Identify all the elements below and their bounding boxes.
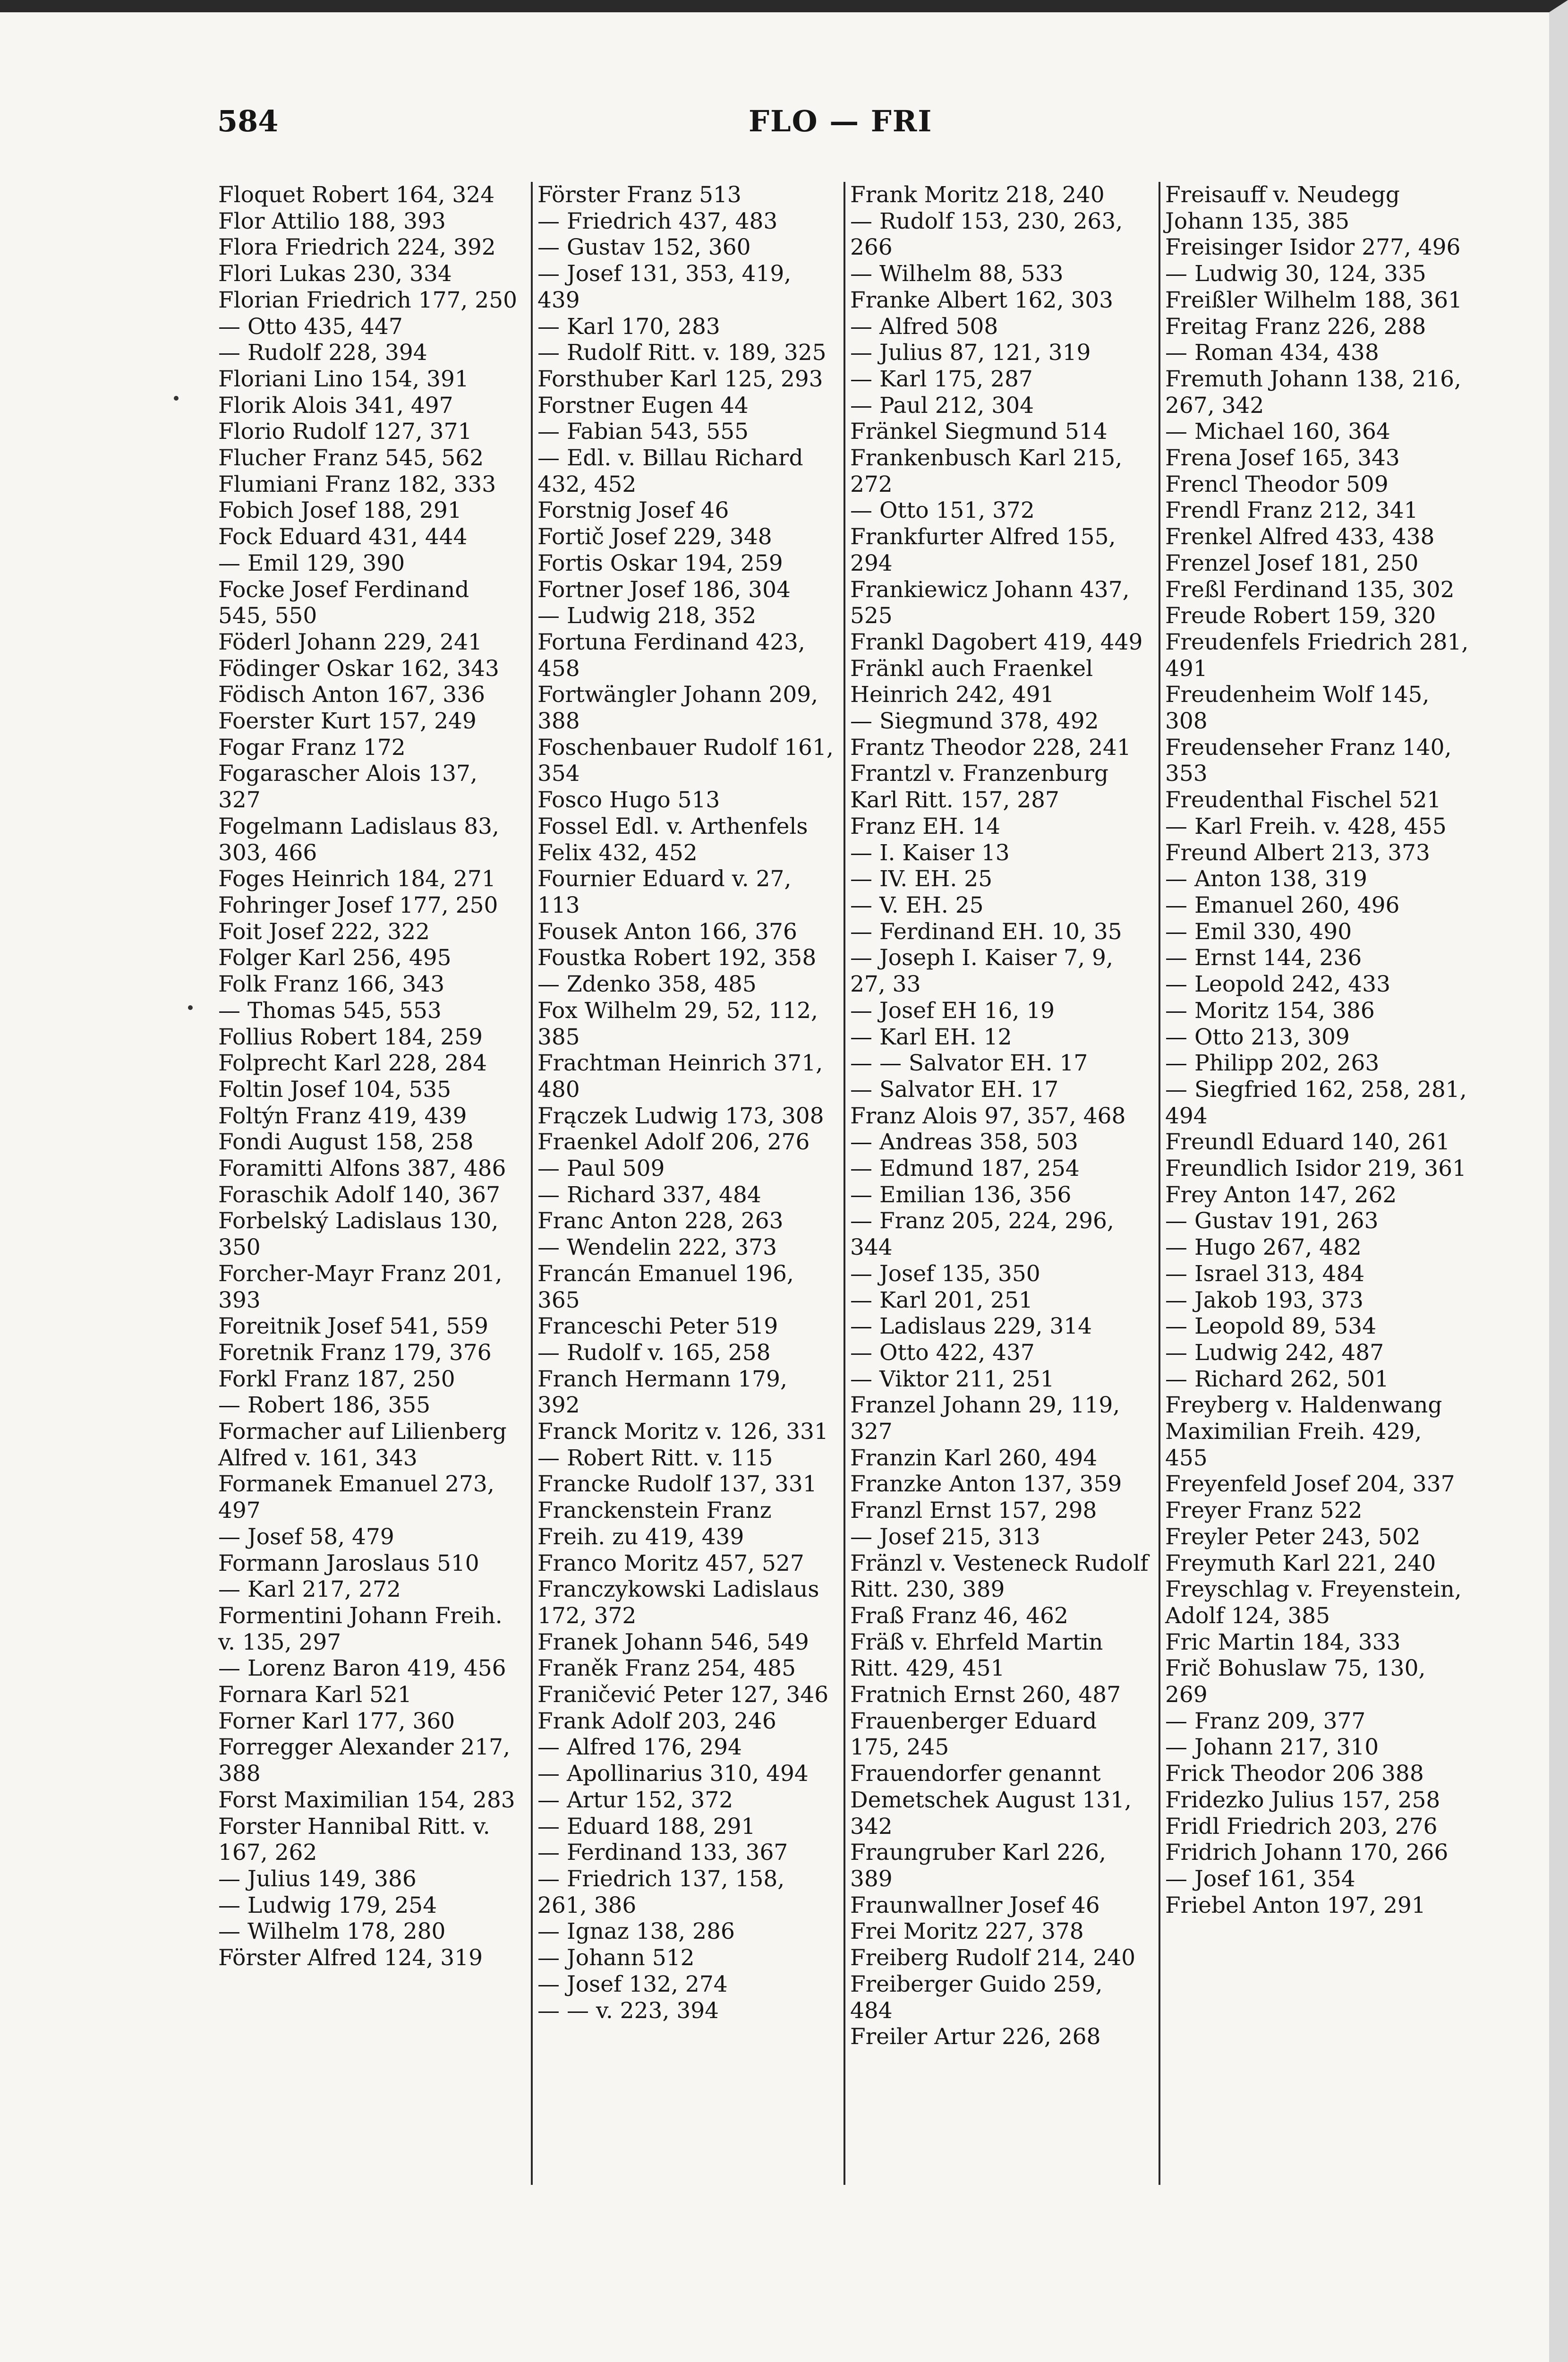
index-entry: — Gustav 152, 360 xyxy=(537,234,751,261)
index-entry: — Edmund 187, 254 xyxy=(850,1155,1080,1182)
index-entry: Franz Alois 97, 357, 468 xyxy=(850,1103,1126,1129)
margin-speck xyxy=(188,1005,193,1010)
index-entry: Frączek Ludwig 173, 308 xyxy=(537,1103,824,1129)
index-entry: — Ludwig 179, 254 xyxy=(218,1892,437,1918)
index-entry: Fortič Josef 229, 348 xyxy=(537,524,772,550)
index-entry: — Franz 209, 377 xyxy=(1165,1708,1366,1734)
index-entry: Frey Anton 147, 262 xyxy=(1165,1181,1397,1208)
index-entry: Frena Josef 165, 343 xyxy=(1165,445,1400,471)
index-entry: Fratnich Ernst 260, 487 xyxy=(850,1682,1121,1708)
index-entry: Fock Eduard 431, 444 xyxy=(218,524,468,550)
index-entry: — Ludwig 30, 124, 335 xyxy=(1165,261,1426,287)
index-entry: — Anton 138, 319 xyxy=(1165,866,1367,892)
index-entry: — Josef 215, 313 xyxy=(850,1523,1040,1550)
index-entry: Föderl Johann 229, 241 xyxy=(218,629,482,655)
index-entry: — Josef 135, 350 xyxy=(850,1260,1040,1287)
index-entry: Focke Josef Ferdinand 545, 550 xyxy=(218,576,477,629)
index-entry: Frick Theodor 206 388 xyxy=(1165,1761,1424,1787)
index-entry: — Otto 422, 437 xyxy=(850,1339,1035,1366)
index-entry: Forregger Alexander 217, 388 xyxy=(218,1734,517,1787)
index-entry: — IV. EH. 25 xyxy=(850,866,993,892)
index-entry: Freisinger Isidor 277, 496 xyxy=(1165,234,1461,261)
index-entry: Förster Franz 513 xyxy=(537,182,741,208)
index-entry: Födisch Anton 167, 336 xyxy=(218,682,486,708)
index-entry: — Emil 129, 390 xyxy=(218,550,405,576)
index-entry: — Rudolf 228, 394 xyxy=(218,340,427,366)
index-entry: Folger Karl 256, 495 xyxy=(218,945,452,971)
index-entry: Foerster Kurt 157, 249 xyxy=(218,708,477,735)
index-entry: Franceschi Peter 519 xyxy=(537,1313,778,1340)
index-entry: — Lorenz Baron 419, 456 xyxy=(218,1655,506,1682)
index-entry: — Karl 170, 283 xyxy=(537,313,720,340)
index-entry: Fraß Franz 46, 462 xyxy=(850,1602,1068,1629)
index-entry: Fogelmann Ladislaus 83, 303, 466 xyxy=(218,813,506,866)
running-head: FLO — FRI xyxy=(749,104,933,138)
index-entry: Frei Moritz 227, 378 xyxy=(850,1918,1084,1945)
index-entry: Florian Friedrich 177, 250 xyxy=(218,287,518,313)
index-entry: Freudenheim Wolf 145, 308 xyxy=(1165,682,1437,735)
index-entry: Freyer Franz 522 xyxy=(1165,1498,1363,1524)
index-entry: Formann Jaroslaus 510 xyxy=(218,1550,479,1576)
index-entry: Formanek Emanuel 273, 497 xyxy=(218,1471,502,1524)
index-entry: — — v. 223, 394 xyxy=(537,1997,719,2024)
index-entry: Fondi August 158, 258 xyxy=(218,1129,474,1155)
index-entry: — Philipp 202, 263 xyxy=(1165,1050,1380,1077)
index-column-4 xyxy=(1159,182,1476,2185)
index-entry: Forstnig Josef 46 xyxy=(537,497,729,524)
index-entry: Freiberger Guido 259, 484 xyxy=(850,1971,1110,2024)
index-entry: Flucher Franz 545, 562 xyxy=(218,445,484,471)
index-entry: — Fabian 543, 555 xyxy=(537,419,749,445)
index-entry: Freisauff v. Neudegg Johann 135, 385 xyxy=(1165,182,1407,234)
index-entry: — Leopold 89, 534 xyxy=(1165,1313,1377,1340)
index-entry: Floriani Lino 154, 391 xyxy=(218,366,469,392)
index-entry: — Edl. v. Billau Richard 432, 452 xyxy=(537,445,810,497)
index-entry: Freundl Eduard 140, 261 xyxy=(1165,1129,1450,1155)
index-entry: Frankl Dagobert 419, 449 xyxy=(850,629,1143,655)
index-entry: Freude Robert 159, 320 xyxy=(1165,603,1436,629)
index-entry: Forster Hannibal Ritt. v. 167, 262 xyxy=(218,1813,497,1866)
index-entry: Forcher-Mayr Franz 201, 393 xyxy=(218,1260,510,1313)
index-entry: — Friedrich 137, 158, 261, 386 xyxy=(537,1866,792,1918)
index-entry: Foschenbauer Rudolf 161, 354 xyxy=(537,734,841,787)
index-entry: — Julius 149, 386 xyxy=(218,1866,417,1892)
index-entry: Freyberg v. Haldenwang Maximilian Freih. 429, 455 xyxy=(1165,1392,1449,1471)
index-entry: Fortwängler Johann 209, 388 xyxy=(537,682,826,735)
index-entry: — Otto 151, 372 xyxy=(850,497,1035,524)
index-entry: — Alfred 508 xyxy=(850,313,998,340)
index-entry: — Paul 509 xyxy=(537,1155,665,1182)
index-column-3 xyxy=(844,182,1156,2185)
index-entry: Forkl Franz 187, 250 xyxy=(218,1366,455,1392)
index-entry: — Josef 161, 354 xyxy=(1165,1866,1355,1892)
index-entry: Fogarascher Alois 137, 327 xyxy=(218,761,485,813)
index-entry: Frank Moritz 218, 240 xyxy=(850,182,1105,208)
index-entry: Flora Friedrich 224, 392 xyxy=(218,234,496,261)
index-entry: Friebel Anton 197, 291 xyxy=(1165,1892,1426,1918)
index-entry: Forner Karl 177, 360 xyxy=(218,1708,455,1734)
index-entry: — Ferdinand EH. 10, 35 xyxy=(850,918,1122,945)
index-entry: Folk Franz 166, 343 xyxy=(218,971,445,998)
index-entry: Fortis Oskar 194, 259 xyxy=(537,550,783,576)
index-entry: Freßl Ferdinand 135, 302 xyxy=(1165,576,1455,603)
index-entry: — Emilian 136, 356 xyxy=(850,1181,1072,1208)
index-entry: Frachtman Heinrich 371, 480 xyxy=(537,1050,830,1103)
index-entry: Foltin Josef 104, 535 xyxy=(218,1076,452,1103)
index-entry: — Johann 512 xyxy=(537,1945,695,1971)
index-entry: — Alfred 176, 294 xyxy=(537,1734,742,1761)
index-entry: Formentini Johann Freih. v. 135, 297 xyxy=(218,1602,510,1655)
index-entry: Franz EH. 14 xyxy=(850,813,1001,839)
index-entry: Freudenseher Franz 140, 353 xyxy=(1165,734,1459,787)
index-entry: — Richard 262, 501 xyxy=(1165,1366,1389,1392)
index-entry: Franch Hermann 179, 392 xyxy=(537,1366,794,1419)
index-entry: — Jakob 193, 373 xyxy=(1165,1287,1363,1313)
index-entry: — Joseph I. Kaiser 7, 9, 27, 33 xyxy=(850,945,1120,998)
index-entry: Frank Adolf 203, 246 xyxy=(537,1708,776,1734)
index-entry: — Michael 160, 364 xyxy=(1165,419,1390,445)
index-entry: — Rudolf v. 165, 258 xyxy=(537,1339,771,1366)
index-entry: Freudenthal Fischel 521 xyxy=(1165,787,1441,813)
index-entry: Fränkel Siegmund 514 xyxy=(850,419,1108,445)
index-entry: Forsthuber Karl 125, 293 xyxy=(537,366,823,392)
index-entry: Formacher auf Lilienberg Alfred v. 161, 343 xyxy=(218,1419,514,1471)
index-entry: Franckenstein Franz Freih. zu 419, 439 xyxy=(537,1498,779,1550)
index-entry: Freund Albert 213, 373 xyxy=(1165,839,1430,866)
index-entry: Frankiewicz Johann 437, 525 xyxy=(850,576,1137,629)
index-entry: Freyenfeld Josef 204, 337 xyxy=(1165,1471,1455,1498)
index-entry: Francke Rudolf 137, 331 xyxy=(537,1471,817,1498)
index-entry: — Karl EH. 12 xyxy=(850,1024,1012,1050)
index-entry: Fränkl auch Fraenkel Heinrich 242, 491 xyxy=(850,655,1100,708)
index-entry: Fremuth Johann 138, 216, 267, 342 xyxy=(1165,366,1468,419)
index-entry: Foges Heinrich 184, 271 xyxy=(218,866,496,892)
index-entry: Folprecht Karl 228, 284 xyxy=(218,1050,487,1077)
index-entry: — Richard 337, 484 xyxy=(537,1181,761,1208)
index-entry: Foretnik Franz 179, 376 xyxy=(218,1339,492,1366)
index-entry: — Julius 87, 121, 319 xyxy=(850,340,1091,366)
index-entry: Freudenfels Friedrich 281, 491 xyxy=(1165,629,1476,682)
index-entry: Fournier Eduard v. 27, 113 xyxy=(537,866,799,918)
index-entry: Fogar Franz 172 xyxy=(218,734,406,761)
index-entry: — — Salvator EH. 17 xyxy=(850,1050,1088,1077)
index-column-1 xyxy=(218,182,523,2185)
index-entry: Franzke Anton 137, 359 xyxy=(850,1471,1122,1498)
index-entry: — Wendelin 222, 373 xyxy=(537,1234,777,1261)
index-entry: — Karl 217, 272 xyxy=(218,1576,401,1603)
index-entry: — Roman 434, 438 xyxy=(1165,340,1379,366)
index-entry: — Apollinarius 310, 494 xyxy=(537,1761,809,1787)
index-entry: — Otto 213, 309 xyxy=(1165,1024,1350,1050)
index-entry: Freyler Peter 243, 502 xyxy=(1165,1523,1421,1550)
index-entry: Fox Wilhelm 29, 52, 112, 385 xyxy=(537,997,825,1050)
index-entry: — Friedrich 437, 483 xyxy=(537,208,778,234)
index-entry: Frauendorfer genannt Demetschek August 131, 342 xyxy=(850,1761,1139,1840)
index-entry: Frauenberger Eduard 175, 245 xyxy=(850,1708,1104,1761)
index-entry: Follius Robert 184, 259 xyxy=(218,1024,483,1050)
index-entry: — I. Kaiser 13 xyxy=(850,839,1010,866)
index-entry: Fridezko Julius 157, 258 xyxy=(1165,1787,1440,1813)
index-entry: Freyschlag v. Freyenstein, Adolf 124, 385 xyxy=(1165,1576,1469,1629)
index-entry: Frič Bohuslaw 75, 130, 269 xyxy=(1165,1655,1433,1708)
index-entry: — Franz 205, 224, 296, 344 xyxy=(850,1208,1121,1261)
index-entry: Francán Emanuel 196, 365 xyxy=(537,1260,801,1313)
index-entry: Franck Moritz v. 126, 331 xyxy=(537,1419,828,1445)
index-entry: Forstner Eugen 44 xyxy=(537,392,749,419)
index-entry: Franc Anton 228, 263 xyxy=(537,1208,784,1234)
index-entry: Flumiani Franz 182, 333 xyxy=(218,471,496,497)
index-entry: — Israel 313, 484 xyxy=(1165,1260,1365,1287)
index-entry: Frenzel Josef 181, 250 xyxy=(1165,550,1419,576)
index-entry: — Josef EH 16, 19 xyxy=(850,997,1055,1024)
index-entry: — Josef 58, 479 xyxy=(218,1523,394,1550)
index-entry: Fränzl v. Vesteneck Rudolf Ritt. 230, 389 xyxy=(850,1550,1156,1603)
index-entry: — Eduard 188, 291 xyxy=(537,1813,756,1840)
index-entry: Franco Moritz 457, 527 xyxy=(537,1550,804,1576)
index-entry: — Moritz 154, 386 xyxy=(1165,997,1375,1024)
index-entry: — V. EH. 25 xyxy=(850,892,984,918)
index-entry: Fousek Anton 166, 376 xyxy=(537,918,797,945)
index-entry: Födinger Oskar 162, 343 xyxy=(218,655,499,682)
index-entry: Franzel Johann 29, 119, 327 xyxy=(850,1392,1127,1445)
index-entry: Freißler Wilhelm 188, 361 xyxy=(1165,287,1463,313)
index-entry: Franičević Peter 127, 346 xyxy=(537,1682,829,1708)
index-entry: Foit Josef 222, 322 xyxy=(218,918,430,945)
index-entry: Fraunwallner Josef 46 xyxy=(850,1892,1100,1918)
index-entry: Forst Maximilian 154, 283 xyxy=(218,1787,515,1813)
index-entry: — Gustav 191, 263 xyxy=(1165,1208,1379,1234)
index-entry: — Johann 217, 310 xyxy=(1165,1734,1379,1761)
index-entry: Foustka Robert 192, 358 xyxy=(537,945,817,971)
index-entry: Fornara Karl 521 xyxy=(218,1682,412,1708)
index-entry: — Wilhelm 178, 280 xyxy=(218,1918,446,1945)
index-entry: Foramitti Alfons 387, 486 xyxy=(218,1155,506,1182)
index-entry: — Artur 152, 372 xyxy=(537,1787,733,1813)
index-entry: Fridl Friedrich 203, 276 xyxy=(1165,1813,1438,1840)
index-entry: — Robert 186, 355 xyxy=(218,1392,431,1419)
index-entry: Freiler Artur 226, 268 xyxy=(850,2024,1101,2050)
index-entry: Frankenbusch Karl 215, 272 xyxy=(850,445,1130,497)
index-entry: Frencl Theodor 509 xyxy=(1165,471,1389,497)
index-entry: — Siegmund 378, 492 xyxy=(850,708,1099,735)
index-entry: — Siegfried 162, 258, 281, 494 xyxy=(1165,1076,1474,1129)
index-entry: Fric Martin 184, 333 xyxy=(1165,1629,1401,1655)
index-entry: — Wilhelm 88, 533 xyxy=(850,261,1064,287)
index-entry: Foltýn Franz 419, 439 xyxy=(218,1103,467,1129)
index-entry: — Leopold 242, 433 xyxy=(1165,971,1390,998)
index-entry: Frankfurter Alfred 155, 294 xyxy=(850,524,1123,576)
index-entry: Franke Albert 162, 303 xyxy=(850,287,1114,313)
index-entry: — Ludwig 242, 487 xyxy=(1165,1339,1384,1366)
index-entry: — Otto 435, 447 xyxy=(218,313,403,340)
index-entry: Franěk Franz 254, 485 xyxy=(537,1655,796,1682)
index-entry: Floquet Robert 164, 324 xyxy=(218,182,495,208)
index-entry: — Ludwig 218, 352 xyxy=(537,603,757,629)
index-column-2 xyxy=(531,182,841,2185)
page-number: 584 xyxy=(217,104,279,138)
index-entry: — Viktor 211, 251 xyxy=(850,1366,1055,1392)
index-entry: Freymuth Karl 221, 240 xyxy=(1165,1550,1436,1576)
index-entry: Freitag Franz 226, 288 xyxy=(1165,313,1426,340)
index-entry: Flori Lukas 230, 334 xyxy=(218,261,452,287)
index-entry: Förster Alfred 124, 319 xyxy=(218,1945,483,1971)
index-entry: Fortuna Ferdinand 423, 458 xyxy=(537,629,812,682)
index-entry: — Ladislaus 229, 314 xyxy=(850,1313,1092,1340)
index-entry: Forbelský Ladislaus 130, 350 xyxy=(218,1208,506,1261)
index-entry: — Paul 212, 304 xyxy=(850,392,1034,419)
index-entry: — Salvator EH. 17 xyxy=(850,1076,1059,1103)
index-entry: — Andreas 358, 503 xyxy=(850,1129,1078,1155)
index-entry: — Rudolf Ritt. v. 189, 325 xyxy=(537,340,827,366)
index-entry: — Ferdinand 133, 367 xyxy=(537,1840,788,1866)
index-entry: Franek Johann 546, 549 xyxy=(537,1629,809,1655)
index-entry: — Karl 201, 251 xyxy=(850,1287,1033,1313)
index-entry: Foraschik Adolf 140, 367 xyxy=(218,1181,500,1208)
index-entry: — Josef 132, 274 xyxy=(537,1971,728,1997)
index-entry: — Thomas 545, 553 xyxy=(218,997,442,1024)
index-entry: — Zdenko 358, 485 xyxy=(537,971,757,998)
index-entry: Fossel Edl. v. Arthenfels Felix 432, 452 xyxy=(537,813,815,866)
index-entry: Foreitnik Josef 541, 559 xyxy=(218,1313,488,1340)
index-entry: — Karl 175, 287 xyxy=(850,366,1033,392)
page-header xyxy=(217,104,1332,146)
index-entry: — Rudolf 153, 230, 263, 266 xyxy=(850,208,1130,261)
index-entry: Fobich Josef 188, 291 xyxy=(218,497,462,524)
index-entry: Fraungruber Karl 226, 389 xyxy=(850,1840,1113,1892)
index-columns xyxy=(218,182,1503,2185)
index-entry: — Karl Freih. v. 428, 455 xyxy=(1165,813,1447,839)
index-entry: Fraenkel Adolf 206, 276 xyxy=(537,1129,810,1155)
index-entry: — Robert Ritt. v. 115 xyxy=(537,1445,773,1471)
index-entry: Franczykowski Ladislaus 172, 372 xyxy=(537,1576,827,1629)
index-entry: — Ignaz 138, 286 xyxy=(537,1918,735,1945)
index-entry: Freundlich Isidor 219, 361 xyxy=(1165,1155,1466,1182)
index-entry: Frantzl v. Franzenburg Karl Ritt. 157, 287 xyxy=(850,761,1116,813)
index-entry: Fräß v. Ehrfeld Martin Ritt. 429, 451 xyxy=(850,1629,1110,1682)
index-entry: Fohringer Josef 177, 250 xyxy=(218,892,498,918)
index-entry: — Josef 131, 353, 419, 439 xyxy=(537,261,799,313)
index-entry: — Emanuel 260, 496 xyxy=(1165,892,1400,918)
margin-speck xyxy=(174,396,179,401)
index-entry: Fosco Hugo 513 xyxy=(537,787,720,813)
index-entry: Franzin Karl 260, 494 xyxy=(850,1445,1098,1471)
index-entry: Florio Rudolf 127, 371 xyxy=(218,419,472,445)
index-entry: Fridrich Johann 170, 266 xyxy=(1165,1840,1449,1866)
index-entry: Fortner Josef 186, 304 xyxy=(537,576,791,603)
index-entry: Frantz Theodor 228, 241 xyxy=(850,734,1131,761)
index-entry: — Ernst 144, 236 xyxy=(1165,945,1362,971)
index-entry: Frenkel Alfred 433, 438 xyxy=(1165,524,1435,550)
index-entry: — Emil 330, 490 xyxy=(1165,918,1352,945)
index-entry: Frendl Franz 212, 341 xyxy=(1165,497,1418,524)
index-entry: Franzl Ernst 157, 298 xyxy=(850,1498,1097,1524)
index-entry: — Hugo 267, 482 xyxy=(1165,1234,1362,1261)
index-entry: Freiberg Rudolf 214, 240 xyxy=(850,1945,1136,1971)
index-entry: Flor Attilio 188, 393 xyxy=(218,208,446,234)
index-entry: Florik Alois 341, 497 xyxy=(218,392,453,419)
